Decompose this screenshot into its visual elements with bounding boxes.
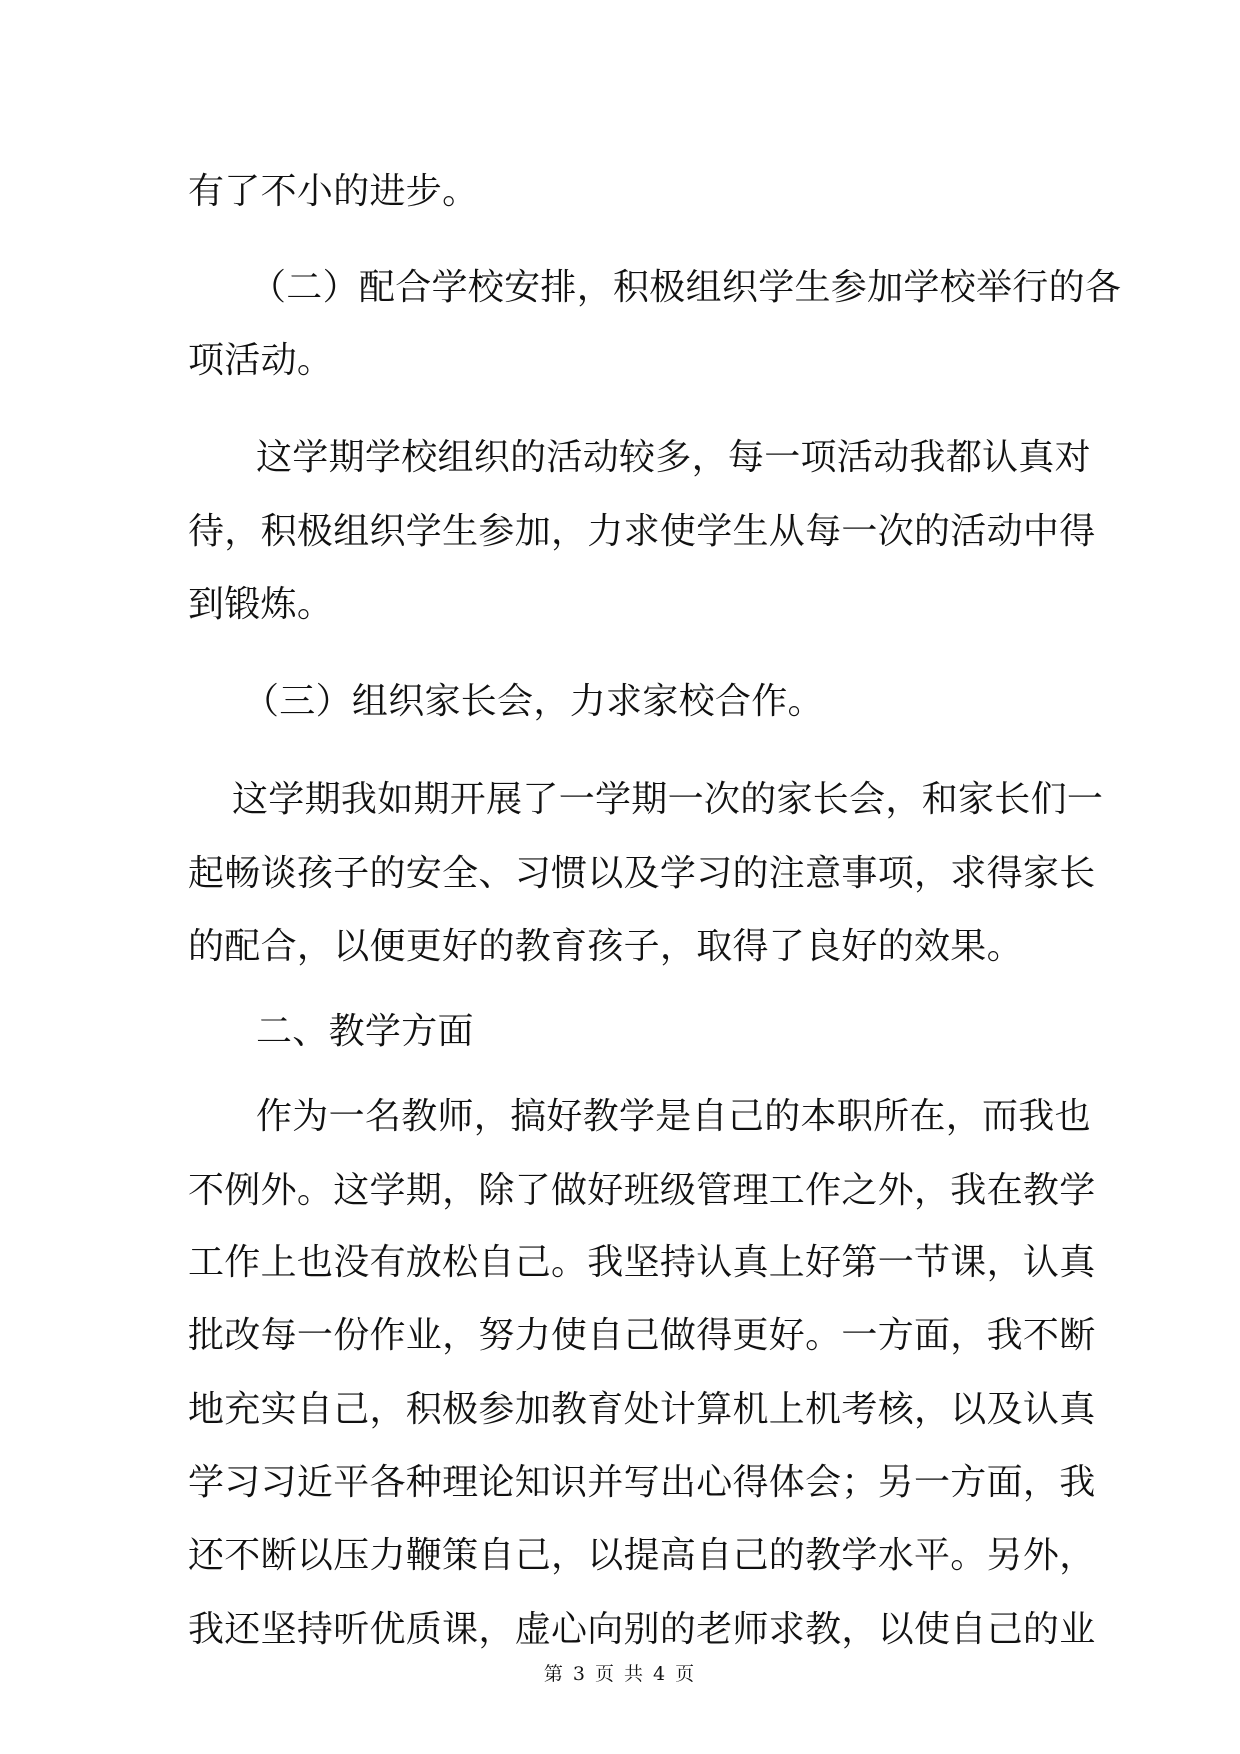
- text-line: （三）组织家长会，力求家校合作。: [243, 681, 824, 722]
- text-line: 项活动。: [188, 340, 334, 381]
- text-line: 还不断以压力鞭策自己，以提高自己的教学水平。另外，: [188, 1535, 1096, 1576]
- text-line: 我还坚持听优质课，虚心向别的老师求教，以使自己的业: [188, 1609, 1096, 1650]
- text-line: （二）配合学校安排，积极组织学生参加学校举行的各: [250, 267, 1122, 308]
- text-line: 作为一名教师，搞好教学是自己的本职所在，而我也: [256, 1096, 1091, 1137]
- text-line: 不例外。这学期，除了做好班级管理工作之外，我在教学: [188, 1170, 1096, 1211]
- text-line: 这学期我如期开展了一学期一次的家长会，和家长们一: [232, 779, 1104, 820]
- text-line: 地充实自己，积极参加教育处计算机上机考核，以及认真: [188, 1389, 1096, 1430]
- text-line: 工作上也没有放松自己。我坚持认真上好第一节课，认真: [188, 1242, 1096, 1283]
- text-line: 学习习近平各种理论知识并写出心得体会；另一方面，我: [188, 1462, 1096, 1503]
- text-line: 这学期学校组织的活动较多，每一项活动我都认真对: [256, 437, 1091, 478]
- section-heading: 二、教学方面: [256, 1011, 474, 1052]
- text-line: 起畅谈孩子的安全、习惯以及学习的注意事项，求得家长: [188, 853, 1096, 894]
- text-line: 有了不小的进步。: [188, 171, 479, 212]
- text-line: 待，积极组织学生参加，力求使学生从每一次的活动中得: [188, 511, 1096, 552]
- text-line: 批改每一份作业，努力使自己做得更好。一方面，我不断: [188, 1315, 1096, 1356]
- page-number-footer: 第 3 页 共 4 页: [543, 1663, 697, 1685]
- text-line: 到锻炼。: [188, 584, 334, 625]
- text-line: 的配合，以便更好的教育孩子，取得了良好的效果。: [188, 926, 1023, 967]
